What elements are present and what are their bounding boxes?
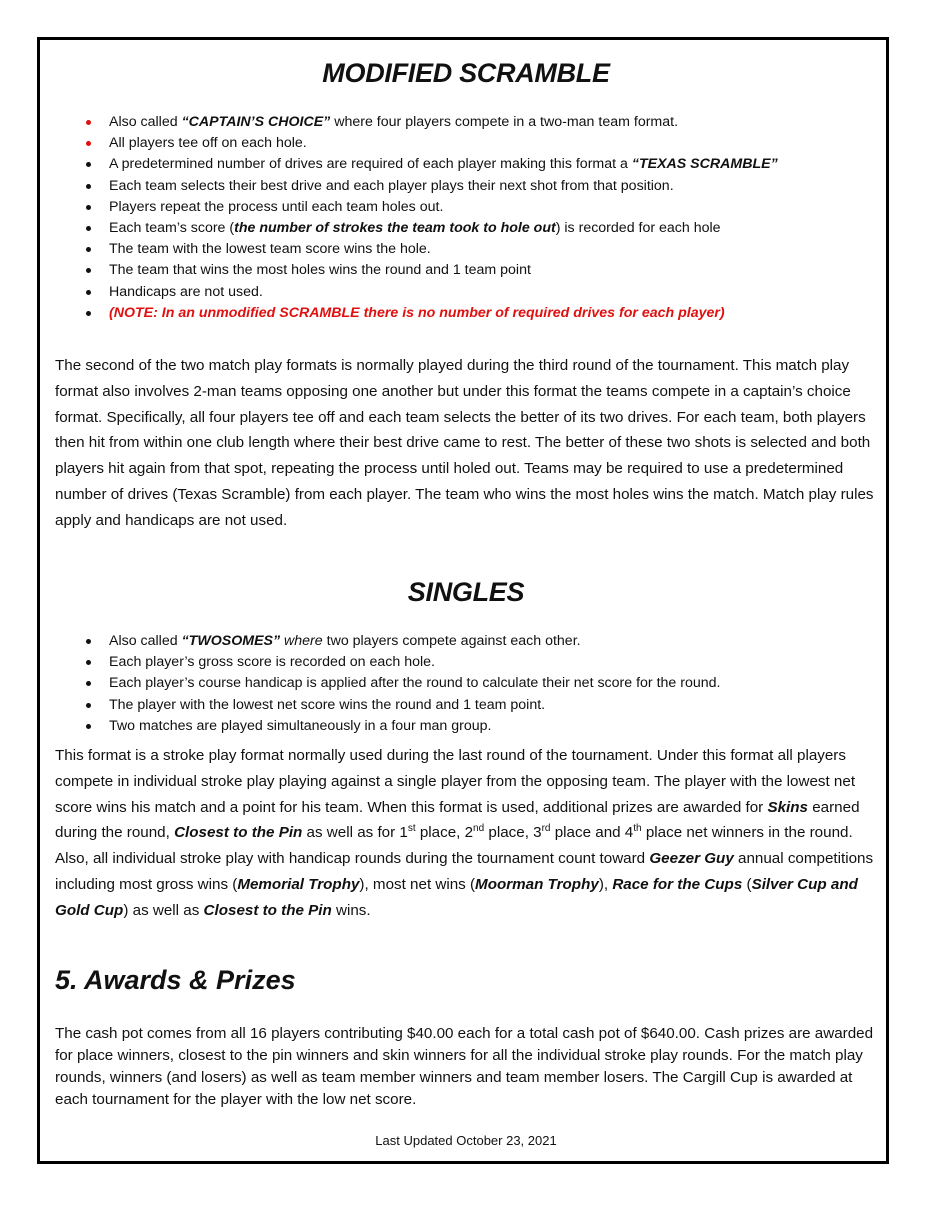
bullet-icon bbox=[86, 290, 91, 295]
singles-paragraph: This format is a stroke play format normally used during the last round of the tournament. Under this format all players compete in individual stroke play playing against a single player from the opposing team. The player with the lowest net score wins his match and a point for his team. When this format is used, additional prizes are awarded for Skins earned during the round, Closest to the Pin as well as for 1st place, 2nd place, 3rd place and 4th place net winners in the round. Also, all individual stroke play with handicap rounds during the tournament count toward Geezer Guy annual competitions including most gross wins (Memorial Trophy), most net wins (Moorman Trophy), Race for the Cups (Silver Cup and Gold Cup) as well as Closest to the Pin wins. bbox=[55, 747, 874, 919]
list-item: Each player’s gross score is recorded on each hole. bbox=[55, 652, 720, 673]
list-item: The team that wins the most holes wins the round and 1 team point bbox=[55, 260, 778, 281]
bullet-icon bbox=[86, 247, 91, 252]
list-item: Each team selects their best drive and each player plays their next shot from that position. bbox=[55, 176, 778, 197]
bullet-icon bbox=[86, 268, 91, 273]
awards-paragraph: The cash pot comes from all 16 players contributing $40.00 each for a total cash pot of $640.00. Cash prizes are awarded for place winners, closest to the pin winners and skin winners for all the individual stroke play rounds. For the match play rounds, winners (and losers) as well as team member winners and team member losers. The Cargill Cup is awarded at each tournament for the player with the low net score. bbox=[55, 1025, 874, 1108]
list-item: The team with the lowest team score wins the hole. bbox=[55, 239, 778, 260]
bullet-icon bbox=[86, 660, 91, 665]
bullet-icon bbox=[86, 141, 91, 146]
bullet-icon bbox=[86, 205, 91, 210]
singles-title: SINGLES bbox=[407, 577, 525, 607]
awards-heading: 5. Awards & Prizes bbox=[55, 965, 296, 995]
bullet-icon bbox=[86, 724, 91, 729]
list-item: Players repeat the process until each team holes out. bbox=[55, 197, 778, 218]
last-updated-footer: Last Updated October 23, 2021 bbox=[375, 1133, 557, 1148]
bullet-icon bbox=[86, 184, 91, 189]
list-item: Each player’s course handicap is applied after the round to calculate their net score for the round. bbox=[55, 673, 720, 694]
bullet-icon bbox=[86, 681, 91, 686]
bullet-icon bbox=[86, 226, 91, 231]
list-item: (NOTE: In an unmodified SCRAMBLE there is no number of required drives for each player) bbox=[55, 303, 778, 324]
bullet-icon bbox=[86, 311, 91, 316]
modified-scramble-title: MODIFIED SCRAMBLE bbox=[322, 58, 610, 88]
list-item: A predetermined number of drives are required of each player making this format a “TEXAS SCRAMBLE” bbox=[55, 154, 778, 175]
list-item: Handicaps are not used. bbox=[55, 282, 778, 303]
list-item: Also called “CAPTAIN’S CHOICE” where four players compete in a two-man team format. bbox=[55, 112, 778, 133]
bullet-icon bbox=[86, 703, 91, 708]
bullet-icon bbox=[86, 162, 91, 167]
list-item: The player with the lowest net score wins the round and 1 team point. bbox=[55, 695, 720, 716]
singles-rules bbox=[55, 631, 720, 737]
modified-scramble-paragraph: The second of the two match play formats is normally played during the third round of the tournament. This match play format also involves 2-man teams opposing one another but under this format the teams compete in a captain’s choice format. Specifically, all four players tee off and each team selects the better of its two drives. For each team, both players then hit from within one club length where their best drive came to rest. The better of these two shots is selected and both players hit again from that spot, repeating the process until holed out. Teams may be required to use a predetermined number of drives (Texas Scramble) from each player. The team who wins the most holes wins the match. Match play rules apply and handicaps are not used. bbox=[55, 357, 874, 529]
bullet-icon bbox=[86, 120, 91, 125]
list-item: Each team’s score (the number of strokes the team took to hole out) is recorded for each hole bbox=[55, 218, 778, 239]
list-item: All players tee off on each hole. bbox=[55, 133, 778, 154]
bullet-icon bbox=[86, 639, 91, 644]
list-item: Also called “TWOSOMES” where two players compete against each other. bbox=[55, 631, 720, 652]
list-item: Two matches are played simultaneously in a four man group. bbox=[55, 716, 720, 737]
modified-scramble-rules bbox=[55, 112, 778, 324]
